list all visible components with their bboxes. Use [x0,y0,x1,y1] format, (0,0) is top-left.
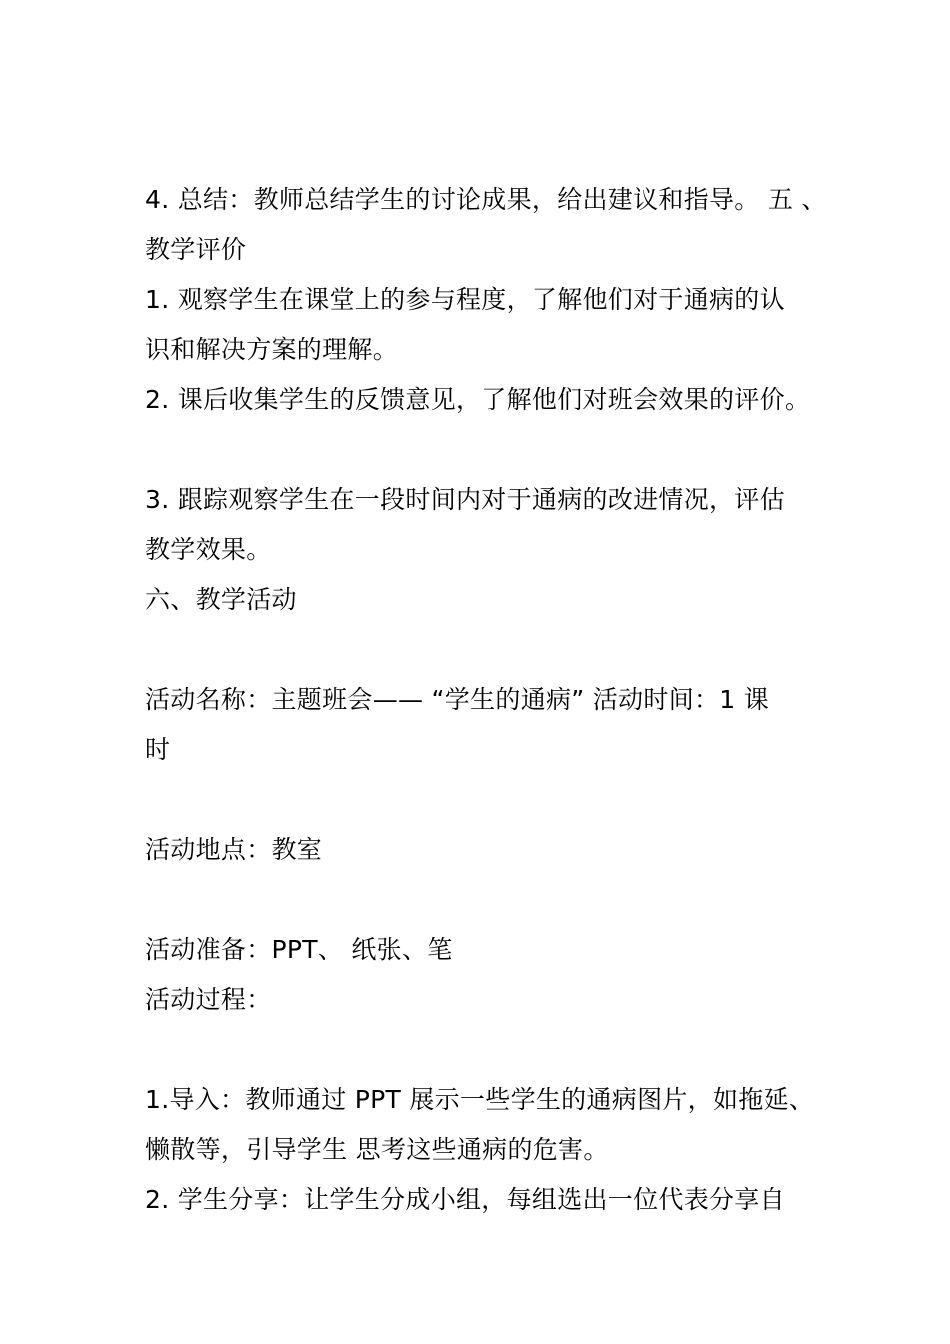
section-heading: 六、教学活动 [145,585,297,614]
text-line: 4. 总结：教师总结学生的讨论成果，给出建议和指导。 五 、 [145,185,827,214]
text-line: 活动地点：教室 [145,835,323,864]
text-line: 1.导入：教师通过 PPT 展示一些学生的通病图片，如拖延、 [145,1085,815,1114]
text-line: 时 [145,735,171,764]
text-line: 教学评价 [145,235,247,264]
text-line: 教学效果。 [145,535,272,564]
text-line: 活动准备：PPT、 纸张、笔 [145,935,453,964]
text-line: 活动过程： [145,985,272,1014]
text-line: 识和解决方案的理解。 [145,335,399,364]
text-line: 2. 课后收集学生的反馈意见，了解他们对班会效果的评价。 [145,385,811,414]
text-line: 1. 观察学生在课堂上的参与程度，了解他们对于通病的认 [145,285,785,314]
text-line: 2. 学生分享：让学生分成小组，每组选出一位代表分享自 [145,1185,785,1214]
text-line: 3. 跟踪观察学生在一段时间内对于通病的改进情况，评估 [145,485,785,514]
text-line: 活动名称：主题班会—— “学生的通病” 活动时间：1 课 [145,685,770,714]
text-line: 懒散等，引导学生 思考这些通病的危害。 [145,1135,609,1164]
